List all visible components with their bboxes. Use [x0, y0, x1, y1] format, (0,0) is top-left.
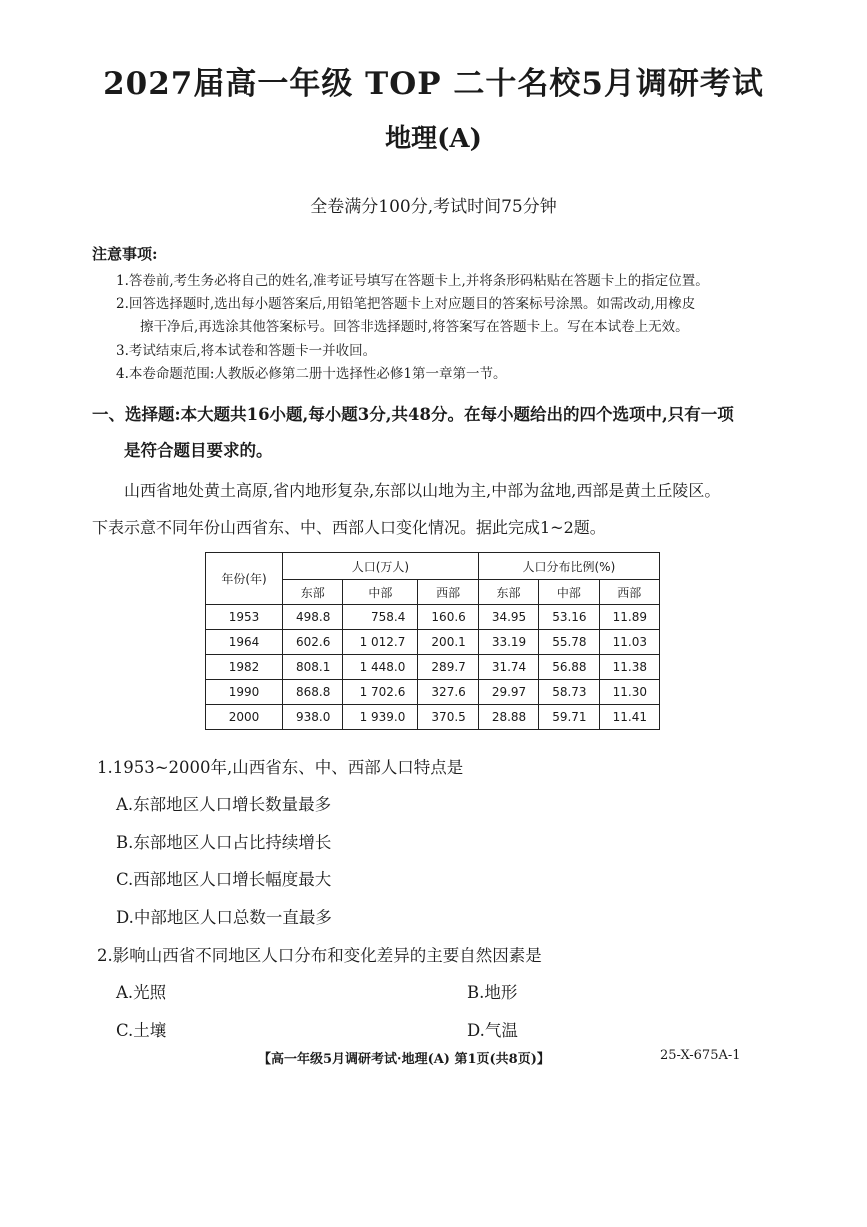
table-cell: 1953 — [206, 605, 283, 630]
table-cell: 758.4 — [343, 605, 418, 630]
option-b[interactable]: B.东部地区人口占比持续增长 — [116, 833, 332, 852]
table-cell: 11.89 — [599, 605, 659, 630]
table-cell: 34.95 — [478, 605, 538, 630]
table-cell: 1990 — [206, 680, 283, 705]
option-d[interactable]: D.气温 — [467, 1021, 518, 1040]
table-subheader: 东部 — [478, 580, 538, 605]
table-cell: 1 448.0 — [343, 655, 418, 680]
section-heading: 一、选择题:本大题共16小题,每小题3分,共48分。在每小题给出的四个选项中,只有一项 — [92, 405, 734, 424]
table-cell: 200.1 — [418, 630, 478, 655]
table-subheader: 东部 — [283, 580, 343, 605]
table-cell: 29.97 — [478, 680, 538, 705]
table-cell: 31.74 — [478, 655, 538, 680]
table-cell: 11.38 — [599, 655, 659, 680]
table-subheader: 西部 — [599, 580, 659, 605]
table-header-ratio: 人口分布比例(%) — [478, 553, 659, 580]
table-cell: 1 939.0 — [343, 705, 418, 730]
passage-line: 下表示意不同年份山西省东、中、西部人口变化情况。据此完成1~2题。 — [92, 518, 606, 537]
table-cell: 56.88 — [539, 655, 599, 680]
subject-title: 地理(A) — [385, 124, 482, 154]
option-d[interactable]: D.中部地区人口总数一直最多 — [116, 908, 332, 927]
exam-title: 2027届高一年级 TOP 二十名校5月调研考试 — [103, 66, 764, 102]
table-cell: 11.03 — [599, 630, 659, 655]
table-header-year: 年份(年) — [206, 553, 283, 605]
table-cell: 327.6 — [418, 680, 478, 705]
option-a[interactable]: A.东部地区人口增长数量最多 — [116, 795, 332, 814]
exam-info: 全卷满分100分,考试时间75分钟 — [310, 197, 557, 217]
table-cell: 1 702.6 — [343, 680, 418, 705]
page-footer: 【高一年级5月调研考试·地理(A) 第1页(共8页)】 — [258, 1052, 550, 1067]
question-stem: 1.1953~2000年,山西省东、中、西部人口特点是 — [97, 758, 464, 777]
table-row — [206, 605, 660, 630]
option-c[interactable]: C.西部地区人口增长幅度最大 — [116, 870, 332, 889]
table-cell: 55.78 — [539, 630, 599, 655]
table-cell: 868.8 — [283, 680, 343, 705]
option-b[interactable]: B.地形 — [467, 983, 518, 1002]
table-cell: 58.73 — [539, 680, 599, 705]
table-cell: 53.16 — [539, 605, 599, 630]
table-cell: 33.19 — [478, 630, 538, 655]
table-cell: 1982 — [206, 655, 283, 680]
table-cell: 28.88 — [478, 705, 538, 730]
table-cell: 289.7 — [418, 655, 478, 680]
table-row — [206, 630, 660, 655]
notice-item: 4.本卷命题范围:人教版必修第二册十选择性必修1第一章第一节。 — [116, 366, 507, 382]
table-cell: 59.71 — [539, 705, 599, 730]
table-subheader: 中部 — [539, 580, 599, 605]
table-cell: 1 012.7 — [343, 630, 418, 655]
notice-heading: 注意事项: — [92, 245, 158, 263]
section-heading-cont: 是符合题目要求的。 — [124, 441, 273, 460]
question-stem: 2.影响山西省不同地区人口分布和变化差异的主要自然因素是 — [97, 946, 542, 965]
notice-item: 擦干净后,再选涂其他答案标号。回答非选择题时,将答案写在答题卡上。写在本试卷上无效。 — [140, 319, 689, 335]
table-cell: 160.6 — [418, 605, 478, 630]
table-cell: 808.1 — [283, 655, 343, 680]
table-header-population: 人口(万人) — [283, 553, 479, 580]
table-cell: 1964 — [206, 630, 283, 655]
exam-code: 25-X-675A-1 — [660, 1048, 741, 1063]
table-subheader: 西部 — [418, 580, 478, 605]
notice-item: 1.答卷前,考生务必将自己的姓名,准考证号填写在答题卡上,并将条形码粘贴在答题卡上的指定位置。 — [116, 273, 709, 289]
table-row — [206, 680, 660, 705]
table-cell: 2000 — [206, 705, 283, 730]
notice-item: 2.回答选择题时,选出每小题答案后,用铅笔把答题卡上对应题目的答案标号涂黑。如需改动,用橡皮 — [116, 296, 696, 312]
table-row — [206, 705, 660, 730]
table-cell: 938.0 — [283, 705, 343, 730]
population-table — [205, 552, 660, 730]
notice-item: 3.考试结束后,将本试卷和答题卡一并收回。 — [116, 343, 377, 359]
table-cell: 370.5 — [418, 705, 478, 730]
table-row — [206, 655, 660, 680]
option-c[interactable]: C.土壤 — [116, 1021, 167, 1040]
table-cell: 11.41 — [599, 705, 659, 730]
table-subheader: 中部 — [343, 580, 418, 605]
passage-line: 山西省地处黄土高原,省内地形复杂,东部以山地为主,中部为盆地,西部是黄土丘陵区。 — [124, 481, 721, 500]
table-cell: 602.6 — [283, 630, 343, 655]
table-cell: 498.8 — [283, 605, 343, 630]
table-cell: 11.30 — [599, 680, 659, 705]
option-a[interactable]: A.光照 — [116, 983, 167, 1002]
